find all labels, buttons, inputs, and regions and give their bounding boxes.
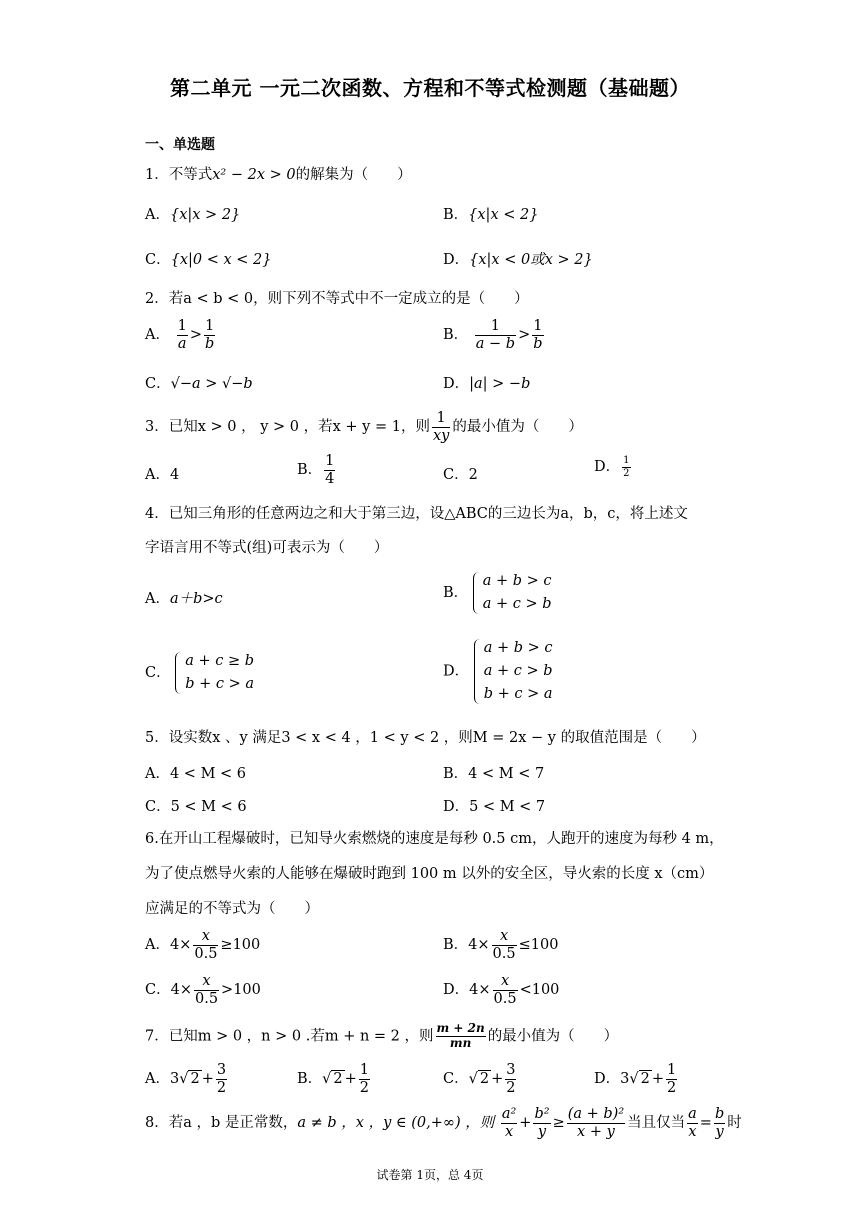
option-a[interactable]: A．4× $\frac{x}{0.5}$ ≥100 [145, 928, 261, 962]
option-label: D． [594, 1071, 621, 1088]
option-label: D． [443, 982, 470, 999]
option-label: B． [297, 1071, 323, 1088]
fraction: $\frac{m + 2n}{mn}$ [436, 1021, 485, 1050]
option-b[interactable] [297, 453, 337, 487]
option-label: C． [145, 665, 171, 681]
fraction: $\frac{1}{xy}$ [432, 410, 450, 444]
fraction: $\frac{x}{0.5}$ [493, 973, 517, 1007]
inequality-system: a + c ≥ b b + c > a [175, 650, 254, 696]
option-a[interactable]: A．4 [145, 467, 180, 483]
option-d[interactable] [443, 637, 553, 706]
option-label: D． [443, 663, 470, 680]
option-label: D． [443, 376, 470, 392]
option-label: C． [145, 376, 171, 392]
option-label: B． [443, 937, 469, 954]
math-expression: x² − 2x > 0 [212, 167, 296, 183]
question-5 [145, 726, 706, 747]
option-label: B． [443, 327, 469, 344]
option-d[interactable] [594, 455, 633, 479]
option-c[interactable] [145, 248, 272, 269]
question-text: 当且仅当 [627, 1115, 686, 1132]
question-number: 7． [145, 1028, 169, 1045]
question-number: 8． [145, 1115, 169, 1132]
option-relation: <100 [519, 982, 560, 999]
fraction: $\frac{a}{x}$ [688, 1106, 697, 1140]
option-b[interactable]: B．√ 2 + $\frac{1}{2}$ [297, 1062, 370, 1096]
fraction: $\frac{1}{2}$ [359, 1062, 370, 1096]
option-relation: ≥100 [220, 937, 261, 954]
option-label: A． [145, 327, 170, 344]
math-expression: a ≠ b ，x ，y ∈ (0,+∞) ，则 [297, 1115, 495, 1132]
option-label: A． [145, 591, 170, 607]
option-c[interactable] [145, 372, 253, 393]
option-label: C． [443, 1071, 469, 1088]
option-label: C． [145, 252, 171, 268]
option-a[interactable] [145, 203, 240, 224]
option-label: D． [443, 252, 470, 268]
option-c[interactable]: C．5 < M < 6 [145, 799, 247, 815]
question-number: 1． [145, 167, 169, 183]
question-text: 若a ，b 是正常数， [168, 1115, 298, 1132]
question-number: 6. [145, 831, 159, 847]
option-expression: {x|x < 2} [468, 207, 539, 223]
option-label: B． [443, 585, 469, 601]
question-6-line-1 [145, 827, 724, 848]
fraction: $\frac{\text{a²}}{x}$ [501, 1106, 517, 1140]
question-2 [145, 287, 529, 308]
option-label: B． [443, 207, 469, 223]
option-c[interactable] [145, 650, 254, 696]
option-expression: |a| > −b [469, 376, 531, 392]
question-number: 3． [145, 419, 169, 436]
fraction: $\frac{b}{y}$ [714, 1106, 725, 1140]
question-text: 时 [727, 1115, 742, 1132]
question-text: 的最小值为（ ） [487, 1028, 619, 1045]
option-b[interactable] [443, 570, 552, 616]
question-number: 5． [145, 730, 169, 746]
question-4-line-2: 字语言用不等式(组)可表示为（ ） [145, 540, 389, 556]
question-text: 已知x > 0 ， y > 0 ，若x + y = 1，则 [168, 419, 430, 436]
question-text: 若a < b < 0，则下列不等式中不一定成立的是（ ） [168, 291, 529, 307]
fraction: $\frac{1}{b}$ [533, 318, 543, 352]
option-label: C． [145, 982, 171, 999]
question-number: 4． [145, 506, 169, 522]
fraction: $\frac{x}{0.5}$ [194, 973, 219, 1007]
option-label: B． [297, 462, 323, 479]
option-label: A． [145, 937, 170, 954]
question-number: 2． [145, 291, 169, 307]
option-label: A． [145, 1071, 170, 1088]
fraction: $\frac{x}{0.5}$ [194, 928, 218, 962]
option-d[interactable]: D．5 < M < 7 [443, 799, 546, 815]
option-relation: >100 [221, 982, 261, 999]
fraction: $\frac{1}{a - b}$ [475, 318, 516, 352]
fraction: $\frac{1}{2}$ [667, 1062, 677, 1096]
inequality-system: a + b > c a + c > b b + c > a [474, 637, 553, 706]
option-label: D． [594, 459, 621, 475]
question-text: 不等式 [168, 167, 213, 183]
option-relation: ≤100 [518, 937, 559, 954]
option-b[interactable]: B． $\frac{1}{a - b}$ > $\frac{1}{b}$ [443, 318, 543, 352]
fraction: $\frac{3}{2}$ [506, 1062, 516, 1096]
option-a[interactable]: A．4 < M < 6 [145, 766, 247, 782]
option-expression: {x|0 < x < 2} [170, 252, 272, 268]
fraction: $\frac{\text{b²}}{y}$ [534, 1106, 550, 1140]
question-text: 在开山工程爆破时，已知导火索燃烧的速度是每秒 0.5 cm，人跑开的速度为每秒 4 m， [158, 831, 724, 847]
option-expression: {x|x < 0或x > 2} [469, 252, 593, 268]
page-footer: 试卷第 1页，总 4页 [376, 1168, 484, 1182]
option-c[interactable]: C．4× $\frac{x}{0.5}$ >100 [145, 973, 261, 1007]
option-label: A． [145, 207, 170, 223]
option-d[interactable]: D．4× $\frac{x}{0.5}$ <100 [443, 973, 560, 1007]
option-a[interactable] [145, 587, 223, 608]
fraction: $\frac{1}{a}$ [177, 318, 187, 352]
option-expression: a＋b>c [169, 591, 223, 607]
question-3 [145, 410, 583, 444]
option-c[interactable]: C．√ 2 + $\frac{3}{2}$ [443, 1062, 516, 1096]
option-b[interactable]: B．4× $\frac{x}{0.5}$ ≤100 [443, 928, 559, 962]
fraction: $\frac{1}{2}$ [623, 455, 630, 479]
question-text: 已知m > 0 ，n > 0 .若m + n = 2 ，则 [168, 1028, 434, 1045]
inequality-system: a + b > c a + c > b [473, 570, 552, 616]
option-d[interactable] [443, 248, 593, 269]
question-6-line-2: 为了使点燃导火索的人能够在爆破时跑到 100 m 以外的安全区，导火索的长度 x（cm） [145, 866, 714, 882]
question-text: 已知三角形的任意两边之和大于第三边，设△ABC的三边长为a，b，c，将上述文 [168, 506, 688, 522]
page-title: 第二单元 一元二次函数、方程和不等式检测题（基础题） [170, 76, 690, 100]
fraction: $\frac{\text{(a + b)²}}{x + y}$ [567, 1106, 625, 1140]
question-6-line-3: 应满足的不等式为（ ） [145, 901, 319, 917]
option-a[interactable]: A． $\frac{1}{a}$ > $\frac{1}{b}$ [145, 318, 215, 352]
option-c[interactable]: C．2 [443, 467, 478, 483]
option-d[interactable]: D．3√ 2 + $\frac{1}{2}$ [594, 1062, 677, 1096]
question-text: 的解集为（ ） [295, 167, 412, 183]
option-b[interactable]: B．4 < M < 7 [443, 766, 545, 782]
question-text: 设实数x 、y 满足3 < x < 4 ，1 < y < 2 ，则M = 2x − y 的取值范围是（ ） [168, 730, 706, 746]
question-7 [145, 1022, 618, 1051]
fraction: $\frac{x}{0.5}$ [492, 928, 516, 962]
fraction: $\frac{1}{b}$ [204, 318, 215, 352]
question-8: 8．若a ，b 是正常数，a ≠ b ，x ，y ∈ (0,+∞) ，则 $\frac{\text{a²}}{x}$ + $\frac{\text{b²}}{y}$ ≥ $\frac{\text{(a + b)²}}{x + y}$ 当且仅当 $\frac{a}{x}$ = $\frac{b}{y}$ 时 [145, 1106, 742, 1140]
question-text: 的最小值为（ ） [452, 419, 583, 436]
section-heading: 一、单选题 [145, 137, 215, 153]
option-expression: √−a > √−b [170, 376, 253, 392]
fraction: $\frac{1}{4}$ [325, 453, 335, 487]
fraction: $\frac{3}{2}$ [216, 1062, 227, 1096]
option-d[interactable] [443, 372, 530, 393]
question-4-line-1 [145, 502, 688, 523]
option-b[interactable] [443, 203, 538, 224]
option-expression: {x|x > 2} [169, 207, 241, 223]
option-a[interactable]: A．3√ 2 + $\frac{3}{2}$ [145, 1062, 227, 1096]
question-1 [145, 163, 412, 184]
